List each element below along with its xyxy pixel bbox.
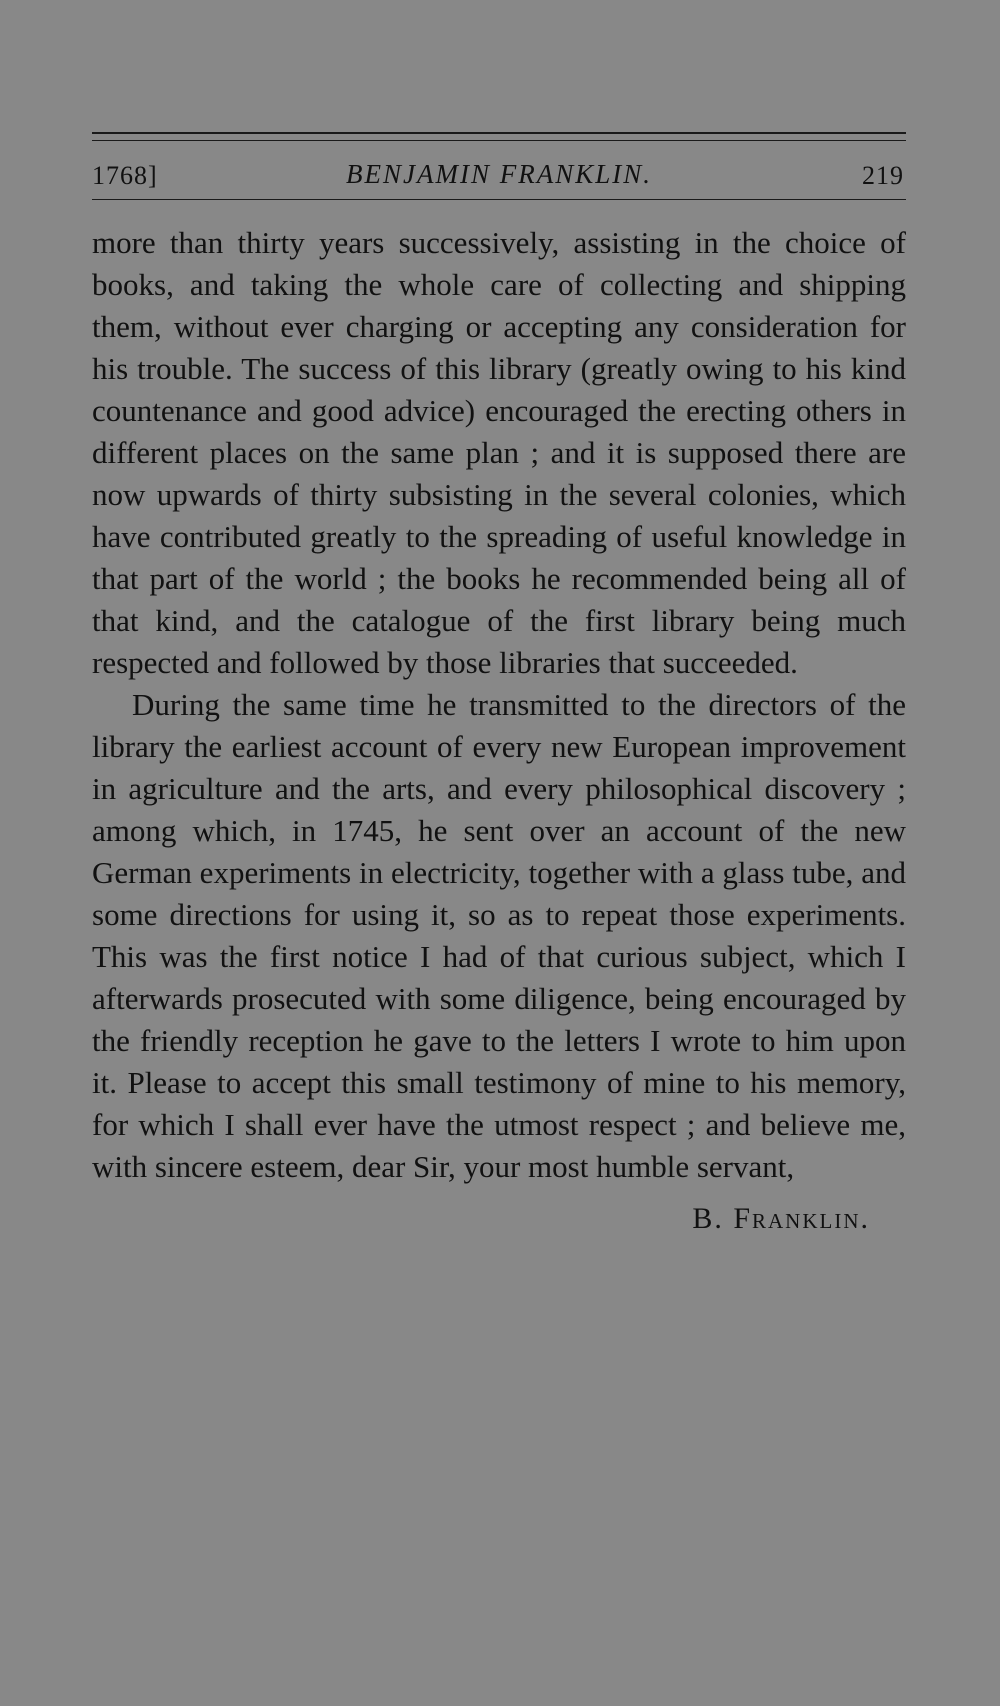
header-rule: [92, 199, 906, 200]
signature: B. Franklin.: [692, 1202, 870, 1235]
folio-year: 1768]: [92, 161, 158, 190]
book-page: [92, 120, 906, 1236]
running-title: BENJAMIN FRANKLIN.: [346, 159, 652, 189]
paragraph-continued: more than thirty years successively, assisting in the choice of books, and taking the whole care of collecting and shipping them, without ever charging or accepting any consideration for his trouble. The success of this library (greatly owing to his kind countenance and good advice) encouraged the erecting others in different places on the same plan ; and it is supposed there are now upwards of thirty subsisting in the several colonies, which have contributed greatly to the spreading of useful knowledge in that part of the world ; the books he recommended being all of that kind, and the catalogue of the first library being much respected and followed by those libraries that succeeded.: [92, 225, 906, 680]
running-head: [92, 145, 906, 199]
body-text: [92, 222, 906, 1188]
top-rule-thin: [92, 140, 906, 141]
page-number: 219: [862, 161, 904, 190]
top-rule: [92, 132, 906, 134]
paragraph: During the same time he transmitted to the directors of the library the earliest account of every new European improvement in agriculture and the arts, and every philosophical discovery ; among which, in 1745, he sent over an account of the new German experiments in electricity, together with a glass tube, and some directions for using it, so as to repeat those experiments. This was the first notice I had of that curious subject, which I afterwards prosecuted with some diligence, being encouraged by the friendly reception he gave to the letters I wrote to him upon it. Please to accept this small testimony of mine to his memory, for which I shall ever have the utmost respect ; and believe me, with sincere esteem, dear Sir, your most humble servant,: [92, 687, 906, 1184]
